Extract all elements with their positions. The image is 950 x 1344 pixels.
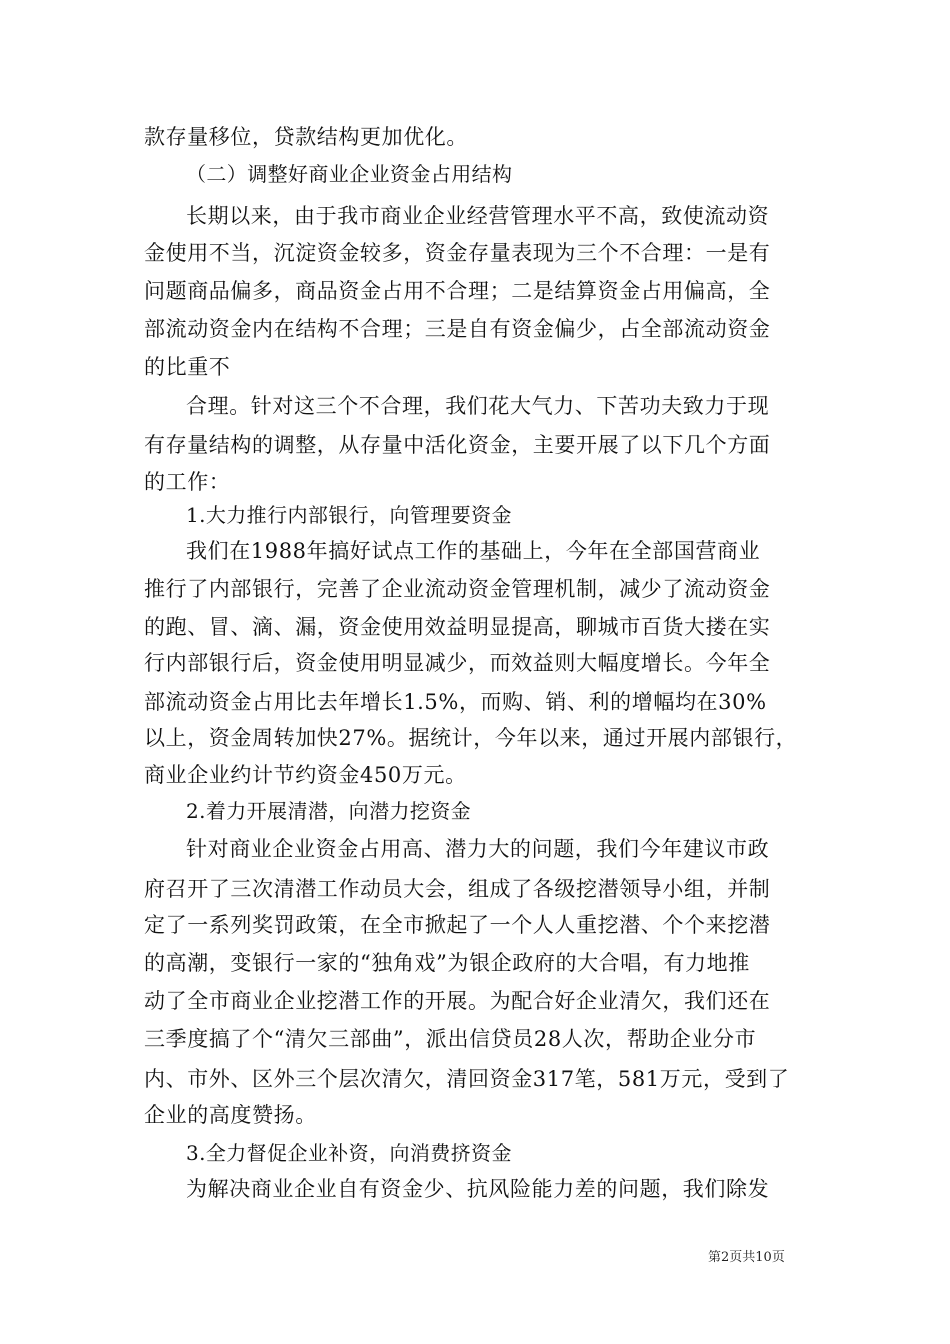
paragraph-line: 以上，资金周转加快27%。据统计，今年以来，通过开展内部银行， — [144, 726, 798, 750]
section-heading: 1.大力推行内部银行，向管理要资金 — [186, 503, 512, 527]
paragraph-line: 府召开了三次清潜工作动员大会，组成了各级挖潜领导小组，并制 — [144, 877, 771, 901]
page-footer: 第2页共10页 — [708, 1250, 785, 1265]
paragraph-line: 问题商品偏多，商品资金占用不合理；二是结算资金占用偏高，全 — [144, 279, 771, 303]
paragraph-line: 的跑、冒、滴、漏，资金使用效益明显提高，聊城市百货大搂在实 — [144, 615, 771, 639]
paragraph-line: 推行了内部银行，完善了企业流动资金管理机制，减少了流动资金 — [144, 577, 771, 601]
paragraph-line: 内、市外、区外三个层次清欠，清回资金317笔，581万元，受到了 — [144, 1067, 790, 1091]
section-heading: （二）调整好商业企业资金占用结构 — [186, 162, 513, 186]
paragraph-line: 的工作： — [144, 470, 231, 494]
paragraph-line: 为解决商业企业自有资金少、抗风险能力差的问题，我们除发 — [186, 1177, 770, 1201]
paragraph-line: 针对商业企业资金占用高、潜力大的问题，我们今年建议市政 — [186, 837, 770, 861]
paragraph-line: 定了一系列奖罚政策，在全市掀起了一个人人重挖潜、个个来挖潜 — [144, 913, 771, 937]
paragraph-line: 企业的高度赞扬。 — [144, 1103, 317, 1127]
paragraph-line: 金使用不当，沉淀资金较多，资金存量表现为三个不合理：一是有 — [144, 241, 771, 265]
section-heading: 2.着力开展清潜，向潜力挖资金 — [186, 799, 472, 823]
paragraph-line: 部流动资金占用比去年增长1.5%，而购、销、利的增幅均在30% — [144, 690, 767, 714]
paragraph-line: 部流动资金内在结构不合理；三是自有资金偏少，占全部流动资金 — [144, 317, 771, 341]
paragraph-line: 的比重不 — [144, 355, 231, 379]
paragraph-line: 合理。针对这三个不合理，我们花大气力、下苦功夫致力于现 — [186, 394, 770, 418]
paragraph-line: 行内部银行后，资金使用明显减少，而效益则大幅度增长。今年全 — [144, 651, 771, 675]
paragraph-line: 有存量结构的调整，从存量中活化资金，主要开展了以下几个方面 — [144, 433, 771, 457]
paragraph-line: 款存量移位，贷款结构更加优化。 — [144, 125, 468, 149]
paragraph-line: 三季度搞了个“清欠三部曲”，派出信贷员28人次，帮助企业分市 — [144, 1027, 757, 1051]
paragraph-line: 动了全市商业企业挖潜工作的开展。为配合好企业清欠，我们还在 — [144, 989, 771, 1013]
paragraph-line: 商业企业约计节约资金450万元。 — [144, 763, 467, 787]
paragraph-line: 我们在1988年搞好试点工作的基础上，今年在全部国营商业 — [186, 539, 761, 563]
section-heading: 3.全力督促企业补资，向消费挤资金 — [186, 1141, 512, 1165]
paragraph-line: 长期以来，由于我市商业企业经营管理水平不高，致使流动资 — [186, 204, 770, 228]
paragraph-line: 的高潮，变银行一家的“独角戏”为银企政府的大合唱，有力地推 — [144, 951, 750, 975]
